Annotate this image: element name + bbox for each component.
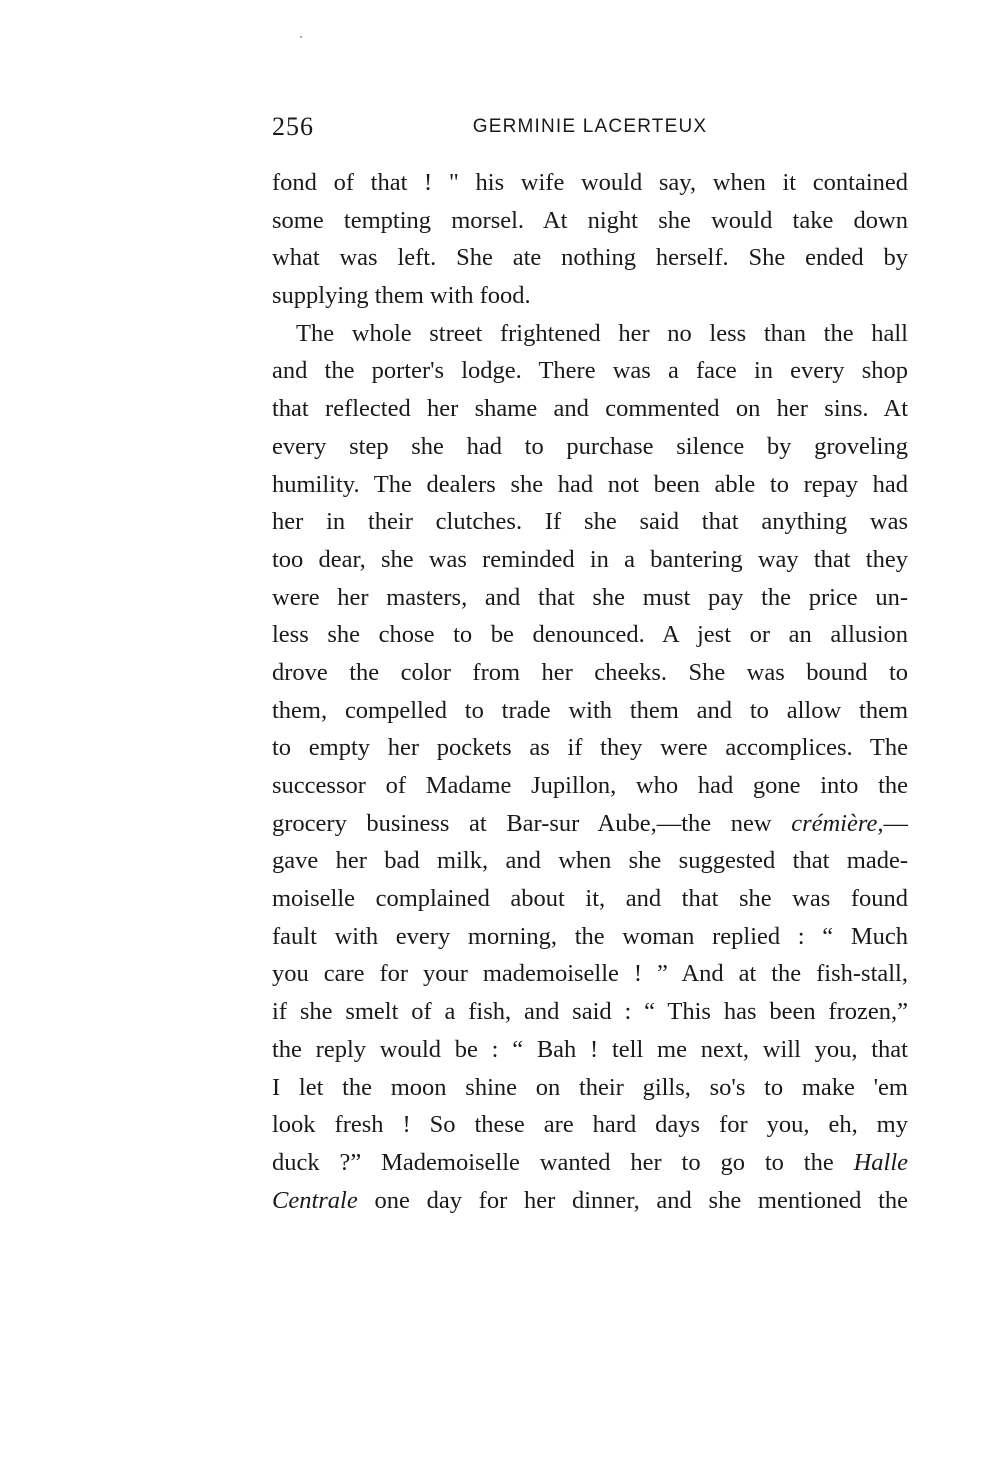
text-line: too dear, she was reminded in a bantering way that they	[272, 545, 908, 573]
text-line: to empty her pockets as if they were accomplices. The	[272, 734, 908, 762]
text-line	[272, 1182, 908, 1220]
text-line: fond of that ! " his wife would say, when it contained	[272, 169, 908, 196]
text-line: moiselle complained about it, and that she was found	[272, 885, 908, 913]
text-line: fault with every morning, the woman replied : “ Much	[272, 922, 908, 950]
text-line: look fresh ! So these are hard days for you, eh, my	[272, 1111, 908, 1139]
text-line: drove the color from her cheeks. She was bound to	[272, 658, 908, 686]
text-line: you care for your mademoiselle ! ” And at the fish-stall,	[272, 960, 908, 988]
text-line: gave her bad milk, and when she suggested that made-	[272, 847, 908, 875]
text-line	[272, 1144, 908, 1182]
italic-term: Halle	[853, 1148, 908, 1176]
text-line: successor of Madame Jupillon, who had gone into the	[272, 772, 908, 799]
text-line: humility. The dealers she had not been able to repay had	[272, 470, 908, 498]
text-line: some tempting morsel. At night she would take down	[272, 206, 908, 234]
page-header	[272, 112, 908, 152]
text-line: The whole street frightened her no less than the hall	[296, 319, 908, 347]
text-segment: one day for her dinner, and she mentioned the	[357, 1186, 908, 1214]
page-number: 256	[272, 112, 314, 141]
text-line: every step she had to purchase silence by groveling	[272, 432, 908, 460]
scan-speck	[300, 36, 302, 38]
text-line: her in their clutches. If she said that anything was	[272, 508, 908, 536]
italic-term: Centrale	[272, 1186, 358, 1214]
text-segment: grocery business at Bar-sur Aube,—the new	[272, 809, 792, 837]
text-line: the reply would be : “ Bah ! tell me next, will you, that	[272, 1035, 908, 1063]
italic-term: crémière,	[791, 809, 884, 837]
running-title: GERMINIE LACERTEUX	[472, 116, 708, 137]
text-line: what was left. She ate nothing herself. She ended by	[272, 244, 908, 272]
text-line: less she chose to be denounced. A jest or an allusion	[272, 621, 908, 649]
text-line: that reflected her shame and commented on her sins. At	[272, 395, 908, 423]
text-segment: duck ?” Mademoiselle wanted her to go to the	[272, 1148, 854, 1176]
text-line: were her masters, and that she must pay the price un-	[272, 583, 908, 611]
text-line: I let the moon shine on their gills, so's to make 'em	[272, 1073, 908, 1101]
text-line	[272, 805, 908, 843]
text-line: them, compelled to trade with them and to allow them	[272, 696, 908, 724]
text-line: if she smelt of a fish, and said : “ This has been frozen,”	[272, 998, 908, 1026]
text-segment: —	[883, 809, 908, 837]
text-line: and the porter's lodge. There was a face in every shop	[272, 357, 908, 385]
body-text	[272, 164, 908, 1219]
text-line: supplying them with food.	[272, 282, 531, 310]
